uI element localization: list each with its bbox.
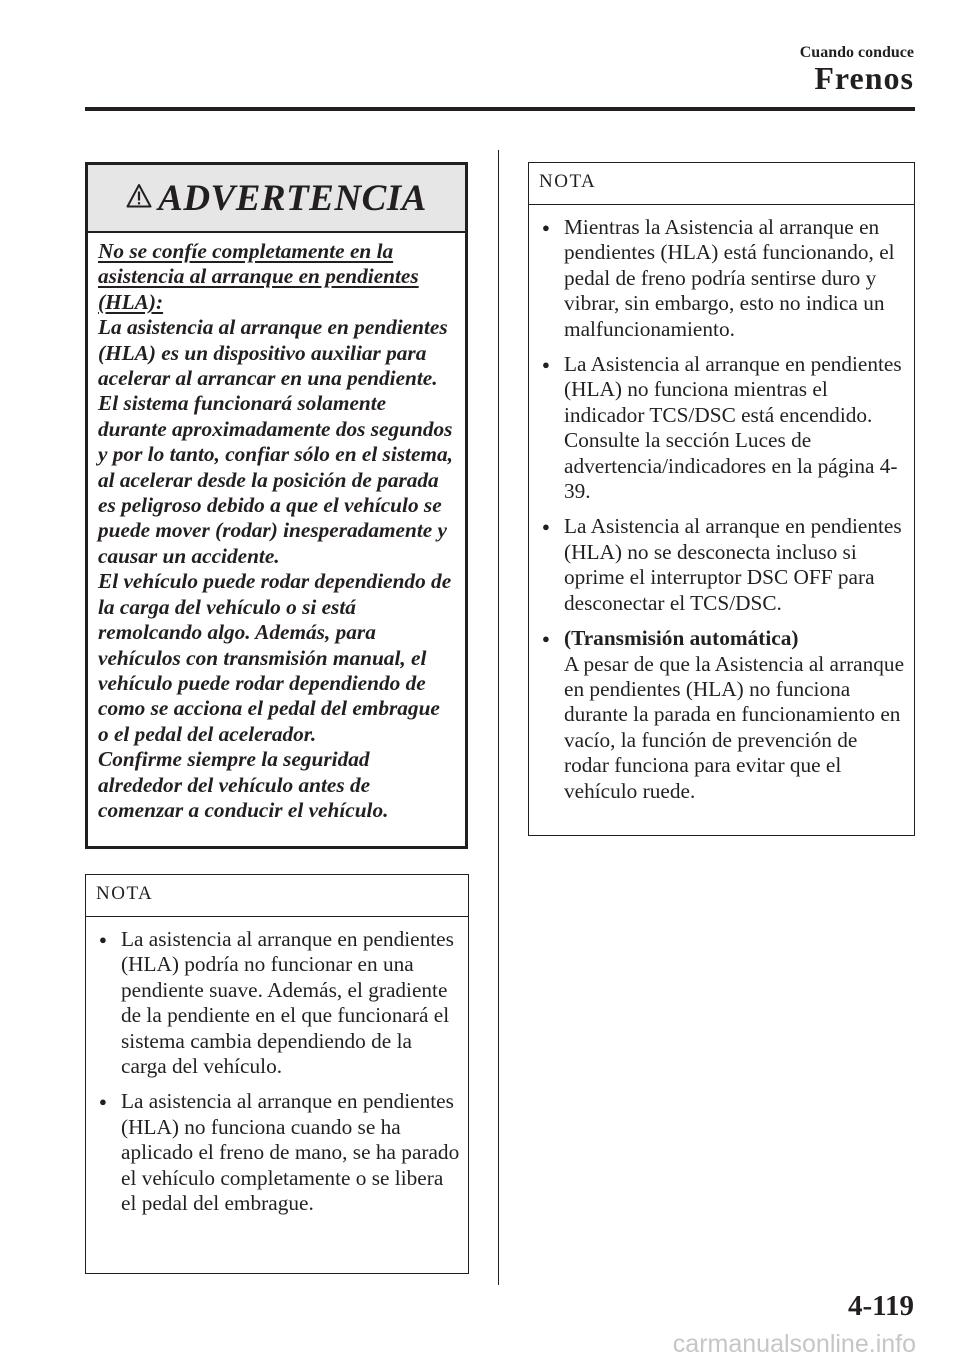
header-rule <box>85 107 915 111</box>
nota-item-text: La asistencia al arranque en pendientes (HLA) podría no funcionar en una pendiente suave. Además, el gradiente de la pendiente en el que funcionará el sistema cambia dependiendo de la carga del vehículo. <box>121 927 454 1079</box>
nota-title: NOTA <box>86 875 468 917</box>
list-item <box>529 514 906 616</box>
bullet-dot-icon: ● <box>542 631 550 647</box>
warning-box <box>85 162 468 849</box>
nota-item-text: A pesar de que la Asistencia al arranque en pendientes (HLA) no funciona durante la parada en funcionamiento en vacío, la función de prevención de rodar funciona para evitar que el vehículo ruede. <box>564 651 905 803</box>
bullet-dot-icon: ● <box>542 220 550 235</box>
warning-triangle-icon <box>126 183 152 209</box>
list-item <box>86 927 460 1079</box>
nota-list <box>529 205 914 804</box>
watermark: carmanualsonline.info <box>672 1330 916 1358</box>
bullet-dot-icon: ● <box>99 932 107 947</box>
nota-box-left <box>85 874 469 1274</box>
page-number: 4-119 <box>847 1290 914 1322</box>
nota-box-right <box>528 162 915 836</box>
warning-lead: No se confíe completamente en la asistencia al arranque en pendientes (HLA): <box>98 239 419 314</box>
warning-paragraph: La asistencia al arranque en pendientes (HLA) es un dispositivo auxiliar para acelerar al arrancar en una pendiente. El sistema funcionará solamente durante aproximadamente dos segundos y por lo tanto, confiar sólo en el sistema, al acelerar desde la posición de parada es peligroso debido a que el vehículo se puede mover (rodar) inesperadamente y causar un accidente. <box>98 315 453 568</box>
header-section-label: Cuando conduce <box>799 44 914 61</box>
nota-list <box>86 917 468 1216</box>
bullet-dot-icon: ● <box>542 357 550 373</box>
nota-item-text: La asistencia al arranque en pendientes (HLA) no funciona cuando se ha aplicado el freno de mano, se ha parado el vehículo completamente o se libera el pedal del embrague. <box>121 1089 460 1216</box>
nota-item-text: La Asistencia al arranque en pendientes (HLA) no funciona mientras el indicador TCS/DSC está encendido. <box>564 352 902 427</box>
warning-paragraph: Confirme siempre la seguridad alrededor del vehículo antes de comenzar a conducir el vehículo. <box>98 747 389 822</box>
warning-paragraph: El vehículo puede rodar dependiendo de la carga del vehículo o si está remolcando algo. Además, para vehículos con transmisión manual, el vehículo puede rodar dependiendo de como se acciona el pedal del embrague o el pedal del acelerador. <box>98 569 452 746</box>
nota-item-label: (Transmisión automática) <box>564 626 799 651</box>
column-divider <box>498 150 499 1285</box>
list-item <box>529 215 906 342</box>
nota-item-text: Mientras la Asistencia al arranque en pendientes (HLA) está funcionando, el pedal de freno podría sentirse duro y vibrar, sin embargo, esto no indica un malfuncionamiento. <box>564 215 895 341</box>
list-item <box>529 626 906 804</box>
nota-title: NOTA <box>529 163 914 205</box>
warning-body <box>88 233 465 823</box>
page-title: Frenos <box>814 60 914 96</box>
nota-item-reference: Consulte la sección Luces de advertencia/indicadores en la página 4-39. <box>564 428 898 504</box>
bullet-dot-icon: ● <box>99 1094 107 1110</box>
nota-item-text: La Asistencia al arranque en pendientes (HLA) no se desconecta incluso si oprime el interruptor DSC OFF para desconectar el TCS/DSC. <box>564 514 902 615</box>
list-item <box>529 352 906 504</box>
list-item <box>86 1089 460 1216</box>
warning-header <box>88 165 465 233</box>
bullet-dot-icon: ● <box>542 519 550 535</box>
warning-title: ADVERTENCIA <box>158 177 427 219</box>
